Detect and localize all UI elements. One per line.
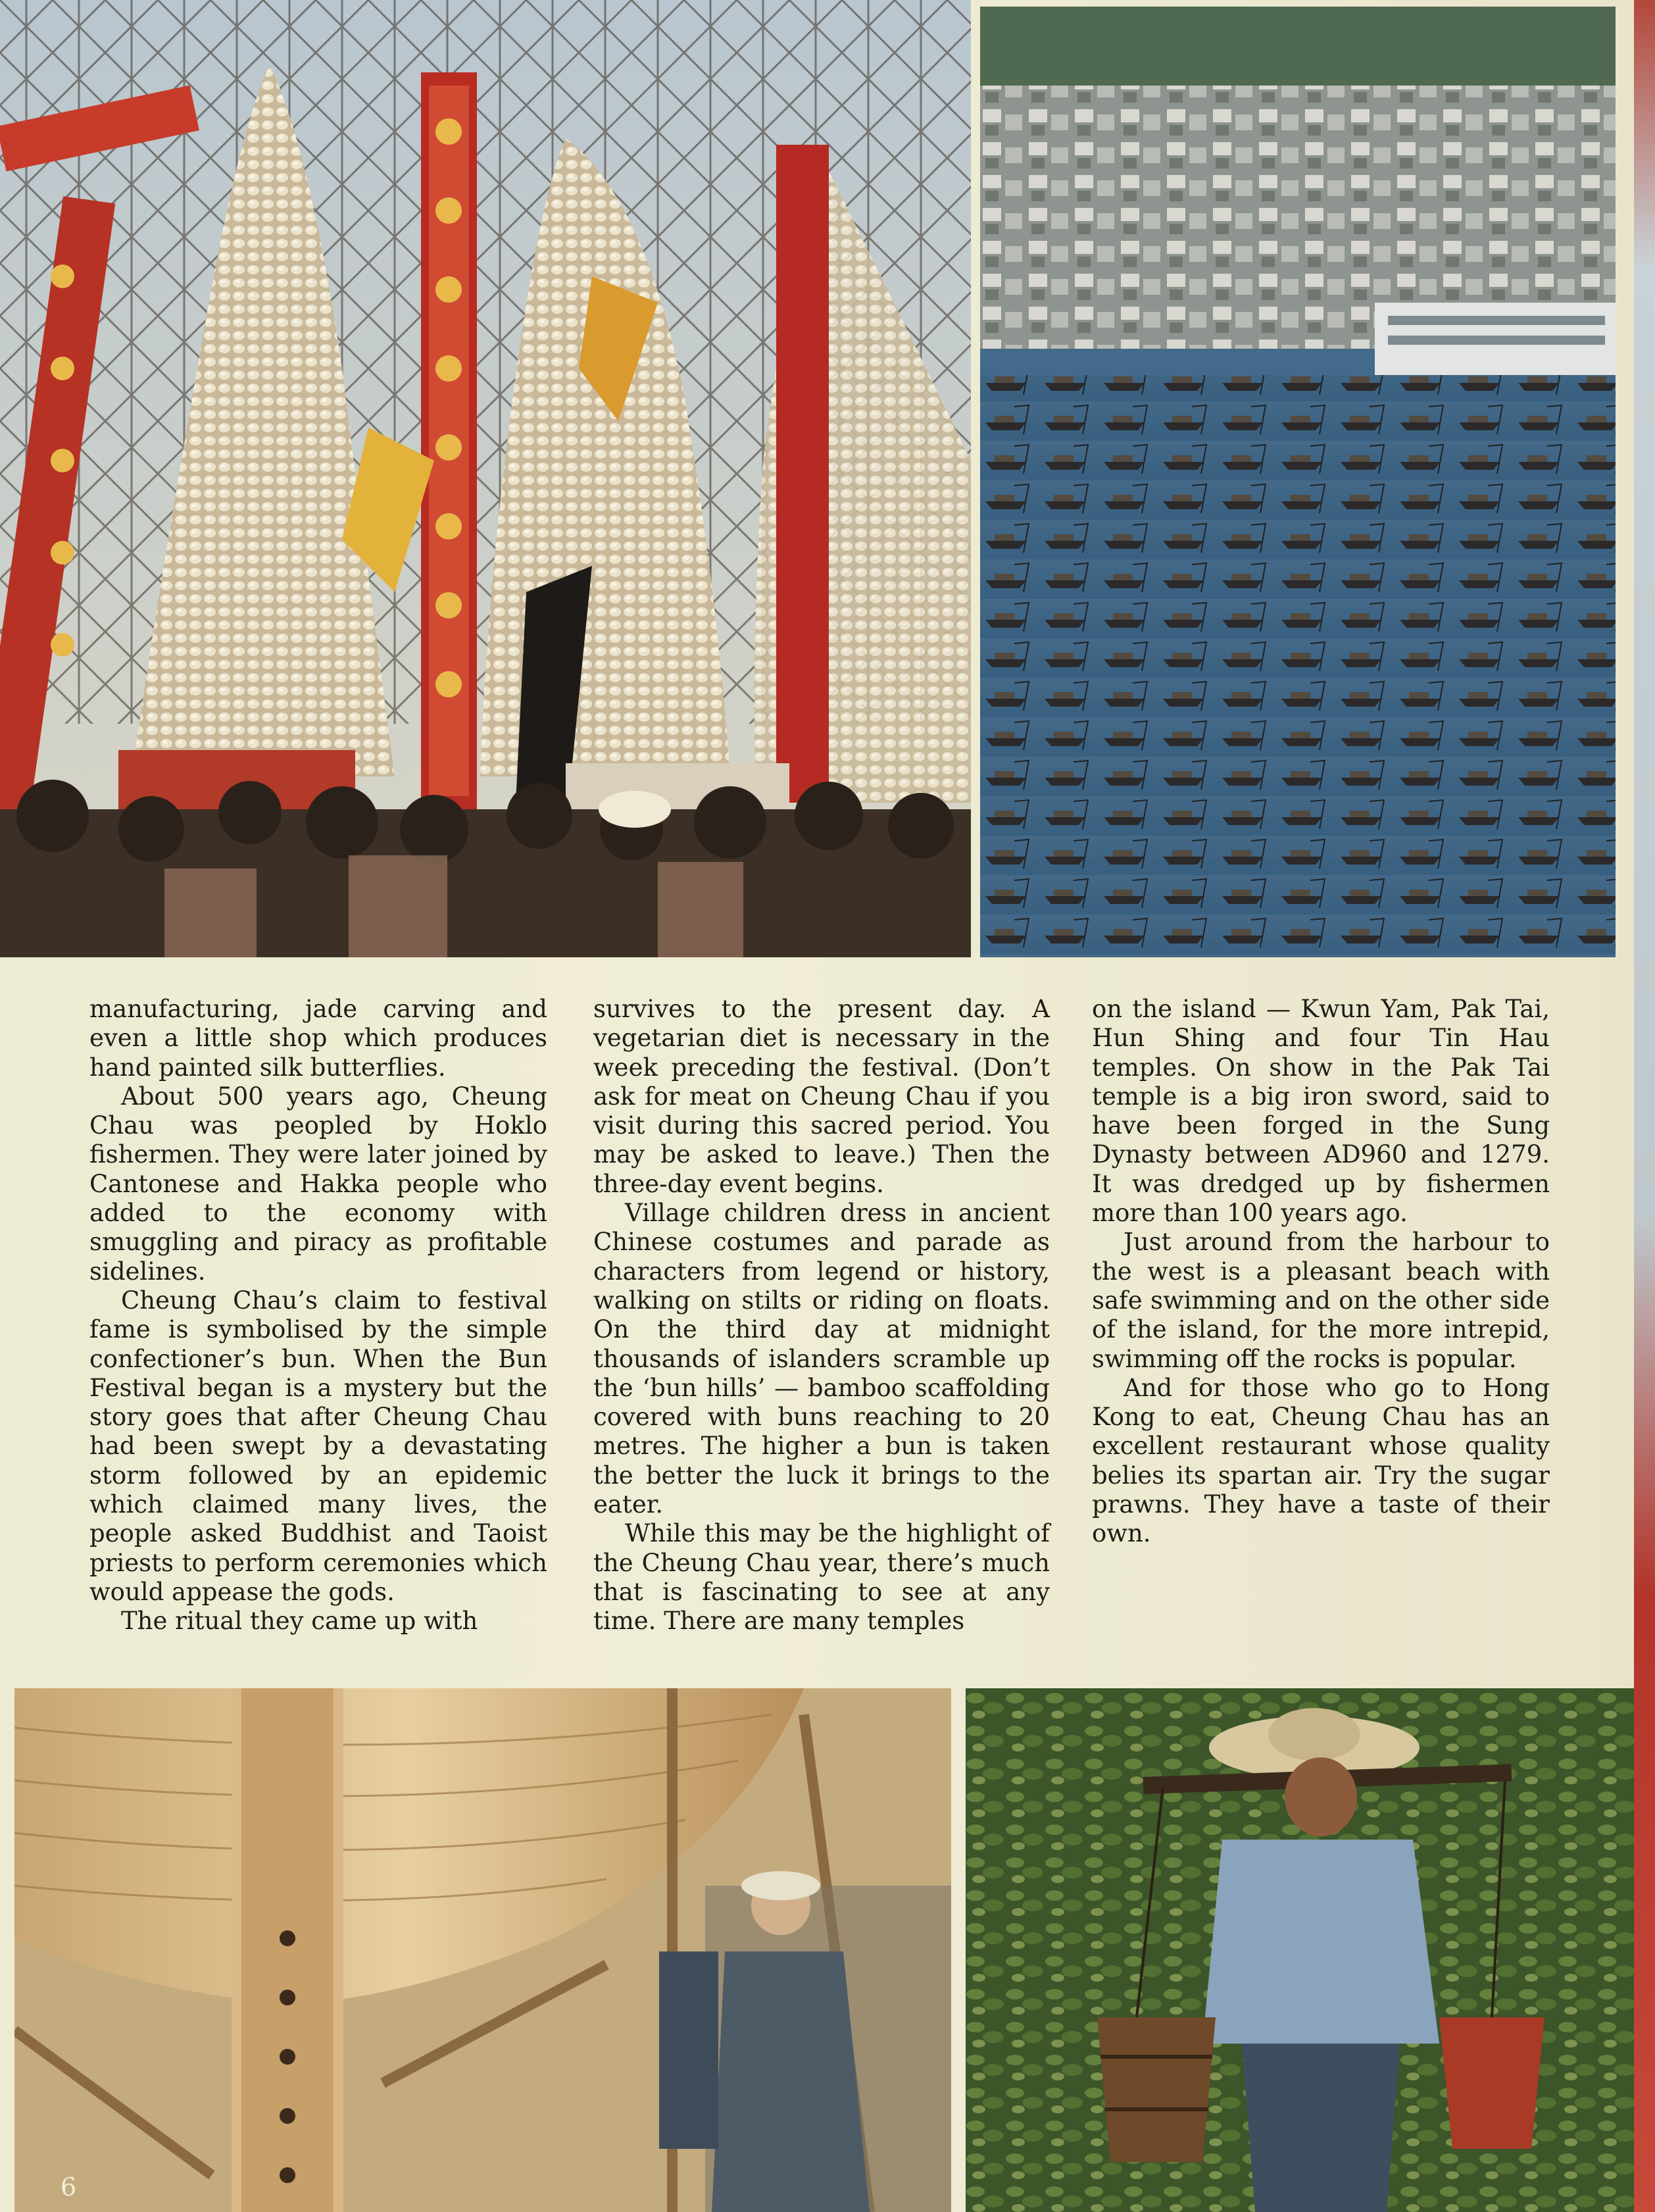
article-paragraph: Just around from the harbour to the west is a pleasant beach with safe swimming and on the other side of the island, for the more intrepid, swimming off the rocks is popular. — [1092, 1228, 1550, 1373]
article-paragraph: on the island — Kwun Yam, Pak Tai, Hun Shing and four Tin Hau temples. On show in the Pak Tai temple is a big iron sword, said to have been forged in the Sung Dynasty between AD960 and 1279. It was dredged up by fishermen more than 100 years ago. — [1092, 995, 1550, 1228]
harbour-photo — [980, 7, 1616, 957]
article-column-1 — [89, 995, 547, 1636]
bun-festival-photo — [0, 0, 971, 957]
article-paragraph: And for those who go to Hong Kong to eat, Cheung Chau has an excellent restaurant whose quality belies its spartan air. Try the sugar prawns. They have a taste of their own. — [1092, 1373, 1550, 1548]
article-column-2 — [593, 995, 1050, 1636]
article-paragraph: The ritual they came up with — [121, 1607, 478, 1636]
harbour-illustration — [980, 7, 1616, 957]
page-number: 6 — [61, 2173, 77, 2201]
farmer-photo — [966, 1688, 1634, 2212]
article-paragraph: About 500 years ago, Cheung Chau was peopled by Hoklo fishermen. They were later joined by Cantonese and Hakka people who added to the economy with smuggling and piracy as profitable sidelines. — [89, 1082, 547, 1286]
boatbuilding-illustration — [14, 1688, 951, 2212]
article-paragraph: Village children dress in ancient Chinese costumes and parade as characters from legend or history, walking on stilts or riding on floats. On the third day at midnight thousands of islanders scramble up the ‘bun hills’ — bamboo scaffolding covered with buns reaching to 20 metres. The higher a bun is taken the better the luck it brings to the eater. — [593, 1199, 1050, 1519]
article-column-3 — [1092, 995, 1550, 1549]
article-paragraph: While this may be the highlight of the Cheung Chau year, there’s much that is fascinating to see at any time. There are many temples — [593, 1519, 1050, 1636]
next-page-edge — [1634, 0, 1655, 2212]
article-paragraph: Cheung Chau’s claim to festival fame is symbolised by the simple confectioner’s bun. When the Bun Festival began is a mystery but the story goes that after Cheung Chau had been swept by a devastating storm followed by an epidemic which claimed many lives, the people asked Buddhist and Taoist priests to perform ceremonies which would appease the gods. — [89, 1286, 547, 1606]
article-paragraph: manufacturing, jade carving and even a little shop which produces hand painted silk butterflies. — [89, 995, 547, 1082]
farmer-illustration — [966, 1688, 1634, 2212]
bun-festival-illustration — [0, 0, 971, 957]
article-paragraph: survives to the present day. A vegetarian diet is necessary in the week preceding the festival. (Don’t ask for meat on Cheung Chau if you visit during this sacred period. You may be asked to leave.) Then the three-day event begins. — [593, 995, 1050, 1198]
boatbuilding-photo — [14, 1688, 951, 2212]
